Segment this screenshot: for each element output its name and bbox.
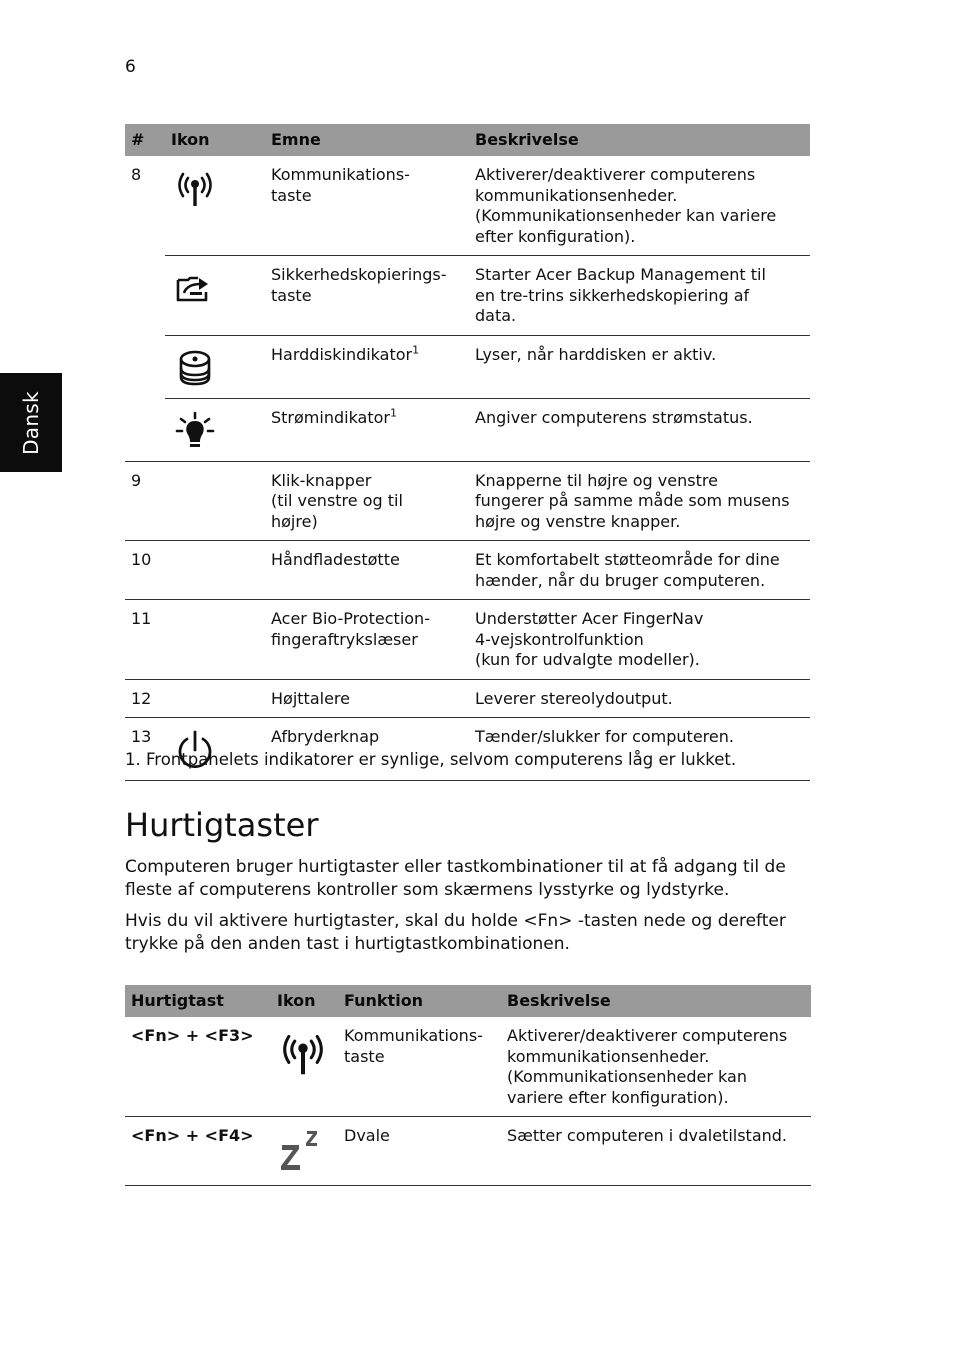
row-description: Starter Acer Backup Management til en tre-trins sikkerhedskopiering af data.	[469, 256, 810, 336]
row-description: Sætter computeren i dvaletilstand.	[501, 1117, 811, 1186]
footnote: 1. Frontpanelets indikatorer er synlige, selvom computerens låg er lukket.	[125, 750, 737, 769]
row-description: Understøtter Acer FingerNav 4-vejskontrolfunktion (kun for udvalgte modeller).	[469, 600, 810, 680]
row-number	[125, 398, 165, 461]
row-icon-cell	[271, 1117, 338, 1186]
row-subject-text: Strømindikator	[271, 407, 390, 427]
row-function: Dvale	[338, 1117, 501, 1186]
header-cell: Ikon	[271, 985, 338, 1017]
row-icon-cell	[165, 156, 265, 256]
row-number: 9	[125, 461, 165, 541]
wireless-antenna-icon	[277, 1027, 329, 1079]
hotkeys-table	[125, 985, 811, 1186]
language-side-tab	[0, 373, 62, 472]
header-cell: Hurtigtast	[125, 985, 271, 1017]
row-function: Kommunikations- taste	[338, 1017, 501, 1117]
header-cell: Ikon	[165, 124, 265, 156]
hotkey-combo: <Fn> + <F4>	[125, 1117, 271, 1186]
table-row	[125, 541, 810, 600]
row-subject-text: Harddiskindikator	[271, 344, 413, 364]
row-subject	[265, 398, 469, 461]
wireless-antenna-icon	[173, 166, 217, 210]
table-row	[125, 335, 810, 398]
row-number: 8	[131, 165, 142, 184]
hdd-icon	[173, 346, 217, 390]
row-number	[125, 335, 165, 398]
row-subject	[265, 335, 469, 398]
row-description: Et komfortabelt støtteområde for dine hænder, når du bruger computeren.	[469, 541, 810, 600]
row-icon-cell	[165, 600, 265, 680]
row-number: 12	[125, 679, 165, 718]
power-indicator-icon	[173, 409, 217, 453]
table-row	[125, 256, 810, 336]
row-subject: Håndfladestøtte	[265, 541, 469, 600]
table-row	[125, 600, 810, 680]
components-table	[125, 124, 810, 781]
row-description: Leverer stereolydoutput.	[469, 679, 810, 718]
row-number: 13	[125, 718, 165, 781]
header-cell: Beskrivelse	[469, 124, 810, 156]
row-icon-cell	[165, 461, 265, 541]
row-description: Knapperne til højre og venstre fungerer på samme måde som musens højre og venstre knapper.	[469, 461, 810, 541]
row-icon-cell	[271, 1017, 338, 1117]
side-tab-label: Dansk	[19, 390, 43, 455]
row-number: 11	[125, 600, 165, 680]
row-icon-cell	[165, 335, 265, 398]
row-icon-cell	[165, 679, 265, 718]
table-header-row	[125, 985, 811, 1017]
table-row	[125, 1017, 811, 1117]
table-header-row	[125, 124, 810, 156]
footnote-marker: 1	[390, 406, 397, 420]
row-subject: Kommunikations- taste	[265, 156, 469, 256]
row-icon-cell	[165, 398, 265, 461]
footnote-marker: 1	[412, 343, 420, 357]
instruction-paragraph: Hvis du vil aktivere hurtigtaster, skal du holde <Fn> -tasten nede og derefter trykke på den anden tast i hurtigtastkombinationen.	[125, 911, 786, 954]
row-description: Aktiverer/deaktiverer computerens kommunikationsenheder. (Kommunikationsenheder kan variere efter konfiguration).	[501, 1017, 811, 1117]
table-row	[125, 679, 810, 718]
row-subject: Afbryderknap	[265, 718, 469, 781]
page-number: 6	[125, 57, 136, 77]
row-subject: Acer Bio-Protection- fingeraftrykslæser	[265, 600, 469, 680]
row-subject: Klik-knapper (til venstre og til højre)	[265, 461, 469, 541]
row-description: Angiver computerens strømstatus.	[469, 398, 810, 461]
row-subject: Sikkerhedskopierings- taste	[265, 256, 469, 336]
hotkey-combo: <Fn> + <F3>	[125, 1017, 271, 1117]
backup-icon	[173, 266, 217, 310]
header-cell: Emne	[265, 124, 469, 156]
intro-paragraph: Computeren bruger hurtigtaster eller tastkombinationer til at få adgang til de fleste af computerens kontroller som skærmens lysstyrke og lydstyrke.	[125, 857, 786, 900]
row-icon-cell	[165, 541, 265, 600]
row-description: Tænder/slukker for computeren.	[469, 718, 810, 781]
table-row	[125, 156, 810, 256]
row-icon-cell	[165, 718, 265, 781]
header-cell: Beskrivelse	[501, 985, 811, 1017]
row-description: Lyser, når harddisken er aktiv.	[469, 335, 810, 398]
table-row	[125, 1117, 811, 1186]
row-subject: Højttalere	[265, 679, 469, 718]
table-row	[125, 461, 810, 541]
sleep-icon	[277, 1127, 327, 1177]
header-cell: #	[125, 124, 165, 156]
row-number	[125, 256, 165, 336]
row-number: 10	[125, 541, 165, 600]
table-row	[125, 718, 810, 781]
section-heading: Hurtigtaster	[125, 806, 319, 844]
row-icon-cell	[165, 256, 265, 336]
table-row	[125, 398, 810, 461]
row-description: Aktiverer/deaktiverer computerens kommunikationsenheder. (Kommunikationsenheder kan variere efter konfiguration).	[469, 156, 810, 256]
header-cell: Funktion	[338, 985, 501, 1017]
